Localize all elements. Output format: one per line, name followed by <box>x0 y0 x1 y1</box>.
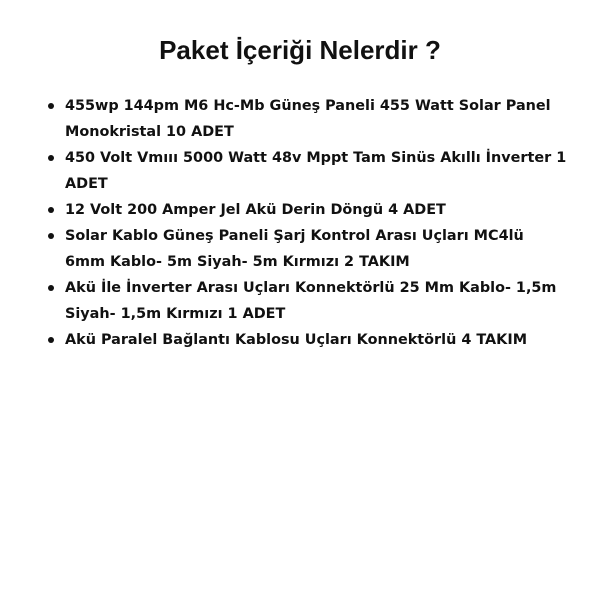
list-item <box>48 197 568 223</box>
list-item-text: Akü İle İnverter Arası Uçları Konnektörlü 25 Mm Kablo- 1,5m Siyah- 1,5m Kırmızı 1 ADET <box>65 280 557 322</box>
list-item <box>48 93 568 145</box>
bullet-icon <box>48 155 54 161</box>
bullet-icon <box>48 233 54 239</box>
bullet-icon <box>48 103 54 109</box>
list-item-text: 455wp 144pm M6 Hc-Mb Güneş Paneli 455 Watt Solar Panel Monokristal 10 ADET <box>65 98 551 140</box>
list-item-text: Solar Kablo Güneş Paneli Şarj Kontrol Arası Uçları MC4lü 6mm Kablo- 5m Siyah- 5m Kırmızı 2 TAKIM <box>65 228 524 270</box>
list-item <box>48 327 568 353</box>
list-item-text: 450 Volt Vmııı 5000 Watt 48v Mppt Tam Sinüs Akıllı İnverter 1 ADET <box>65 150 567 192</box>
list-item-text: Akü Paralel Bağlantı Kablosu Uçları Konnektörlü 4 TAKIM <box>65 332 528 348</box>
page-title: Paket İçeriği Nelerdir ? <box>159 35 441 65</box>
bullet-icon <box>48 337 54 343</box>
list-item <box>48 275 568 327</box>
package-contents-list <box>48 93 568 353</box>
list-item <box>48 223 568 275</box>
bullet-icon <box>48 285 54 291</box>
list-item <box>48 145 568 197</box>
bullet-icon <box>48 207 54 213</box>
list-item-text: 12 Volt 200 Amper Jel Akü Derin Döngü 4 ADET <box>65 202 446 218</box>
